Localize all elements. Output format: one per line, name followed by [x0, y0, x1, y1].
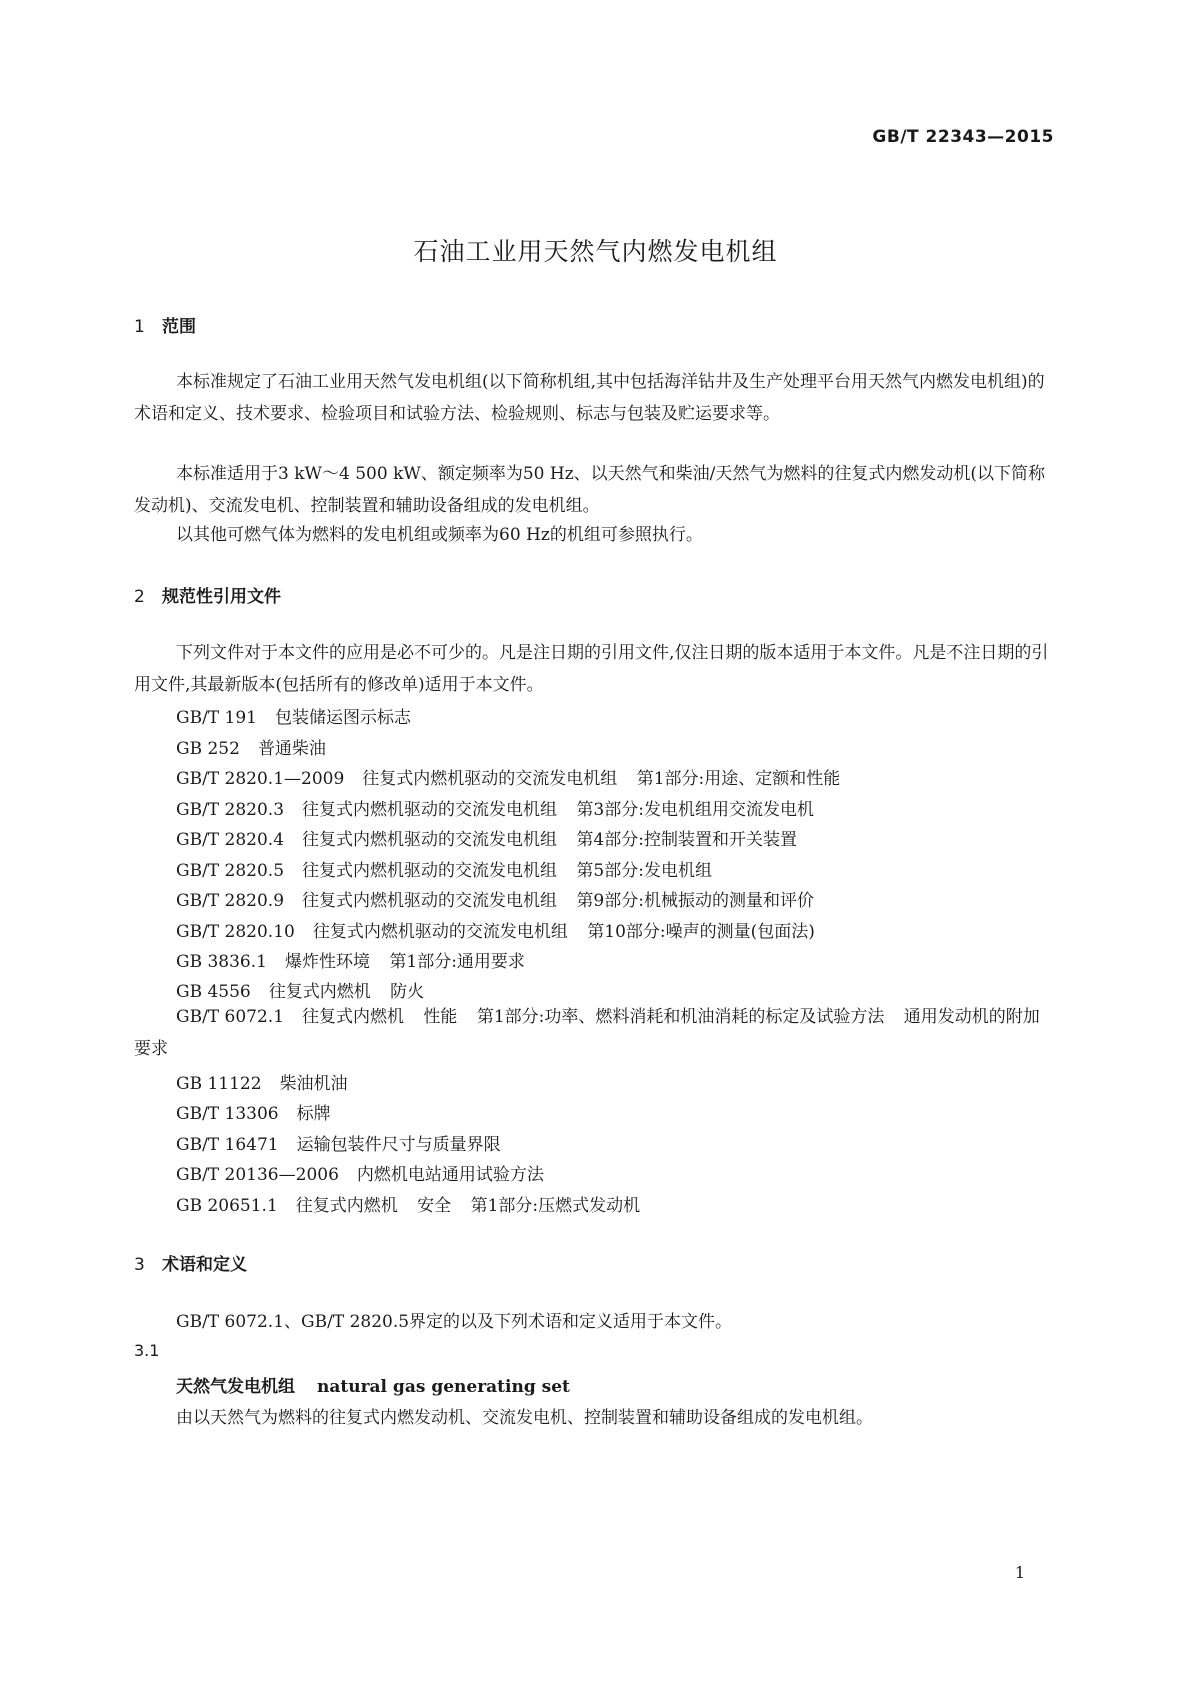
reference-item [176, 734, 326, 759]
reference-title: 往复式内燃机驱动的交流发电机组 第3部分:发电机组用交流发电机 [302, 800, 814, 820]
reference-code: GB 11122 [176, 1074, 262, 1094]
reference-item [176, 1099, 331, 1124]
reference-item [176, 1069, 348, 1094]
section-title: 规范性引用文件 [162, 587, 281, 607]
term-heading [176, 1372, 570, 1397]
standard-code: GB/T 22343—2015 [872, 127, 1054, 147]
section-1-paragraph: 本标准规定了石油工业用天然气发电机组(以下简称机组,其中包括海洋钻井及生产处理平台用天然气内燃发电机组)的术语和定义、技术要求、检验项目和试验方法、检验规则、标志与包装及贮运要求等。 [134, 372, 1045, 424]
reference-title: 往复式内燃机驱动的交流发电机组 第9部分:机械振动的测量和评价 [302, 891, 814, 911]
section-2-intro: 下列文件对于本文件的应用是必不可少的。凡是注日期的引用文件,仅注日期的版本适用于本文件。凡是不注日期的引用文件,其最新版本(包括所有的修改单)适用于本文件。 [134, 643, 1049, 695]
term-definition: 由以天然气为燃料的往复式内燃发动机、交流发电机、控制装置和辅助设备组成的发电机组。 [176, 1408, 873, 1428]
reference-code: GB/T 191 [176, 708, 257, 728]
reference-title: 爆炸性环境 第1部分:通用要求 [284, 952, 525, 972]
section-title: 术语和定义 [162, 1255, 247, 1275]
section-3-intro: GB/T 6072.1、GB/T 2820.5界定的以及下列术语和定义适用于本文件。 [176, 1312, 733, 1332]
reference-code: GB 20651.1 [176, 1196, 278, 1216]
reference-item [176, 947, 525, 972]
section-title: 范围 [162, 317, 196, 337]
section-1-paragraph: 以其他可燃气体为燃料的发电机组或频率为60 Hz的机组可参照执行。 [176, 525, 703, 545]
section-number: 1 [134, 317, 145, 337]
section-1-paragraph: 本标准适用于3 kW～4 500 kW、额定频率为50 Hz、以天然气和柴油/天然气为燃料的往复式内燃发动机(以下简称发动机)、交流发电机、控制装置和辅助设备组成的发电机组。 [134, 464, 1046, 516]
term-number: 3.1 [134, 1341, 160, 1360]
section-number: 3 [134, 1255, 145, 1275]
document-title: 石油工业用天然气内燃发电机组 [413, 237, 778, 266]
reference-code: GB/T 2820.10 [176, 922, 295, 942]
reference-item [134, 1001, 1044, 1065]
reference-code: GB/T 2820.3 [176, 800, 285, 820]
reference-item [176, 917, 815, 942]
reference-code: GB/T 13306 [176, 1104, 279, 1124]
reference-item [176, 703, 411, 728]
reference-code: GB/T 16471 [176, 1135, 279, 1155]
reference-title: 柴油机油 [279, 1074, 348, 1094]
section-1-heading [134, 312, 196, 337]
reference-code: GB 4556 [176, 982, 251, 1002]
page-number: 1 [1014, 1563, 1025, 1582]
reference-item [176, 856, 712, 881]
reference-item [176, 795, 814, 820]
term-english: natural gas generating set [317, 1377, 570, 1397]
section-2-heading [134, 582, 281, 607]
reference-title: 往复式内燃机 安全 第1部分:压燃式发动机 [295, 1196, 641, 1216]
reference-title: 往复式内燃机驱动的交流发电机组 第10部分:噪声的测量(包面法) [312, 922, 815, 942]
reference-code: GB 3836.1 [176, 952, 267, 972]
reference-item [176, 1191, 640, 1216]
reference-code: GB/T 2820.9 [176, 891, 285, 911]
term-chinese: 天然气发电机组 [176, 1377, 295, 1397]
reference-code: GB/T 2820.4 [176, 830, 285, 850]
reference-title: 往复式内燃机驱动的交流发电机组 第4部分:控制装置和开关装置 [302, 830, 797, 850]
reference-title: 往复式内燃机驱动的交流发电机组 第1部分:用途、定额和性能 [362, 769, 841, 789]
reference-title: 往复式内燃机 性能 第1部分:功率、燃料消耗和机油消耗的标定及试验方法 通用发动机的附加要求 [134, 1007, 1040, 1059]
section-3-heading [134, 1250, 247, 1275]
reference-title: 普通柴油 [257, 739, 326, 759]
reference-title: 包装储运图示标志 [275, 708, 411, 728]
reference-code: GB/T 6072.1 [176, 1007, 285, 1027]
reference-item [176, 825, 797, 850]
reference-code: GB/T 2820.1—2009 [176, 769, 345, 789]
reference-code: GB 252 [176, 739, 240, 759]
reference-item [176, 1130, 501, 1155]
reference-title: 内燃机电站通用试验方法 [356, 1165, 544, 1185]
reference-item [176, 764, 840, 789]
reference-title: 运输包装件尺寸与质量界限 [296, 1135, 501, 1155]
reference-item [176, 977, 424, 1002]
reference-item [176, 1160, 544, 1185]
reference-title: 标牌 [296, 1104, 331, 1124]
reference-code: GB/T 20136—2006 [176, 1165, 339, 1185]
reference-title: 往复式内燃机驱动的交流发电机组 第5部分:发电机组 [302, 861, 712, 881]
reference-code: GB/T 2820.5 [176, 861, 285, 881]
reference-title: 往复式内燃机 防火 [268, 982, 425, 1002]
section-number: 2 [134, 587, 145, 607]
reference-item [176, 886, 814, 911]
